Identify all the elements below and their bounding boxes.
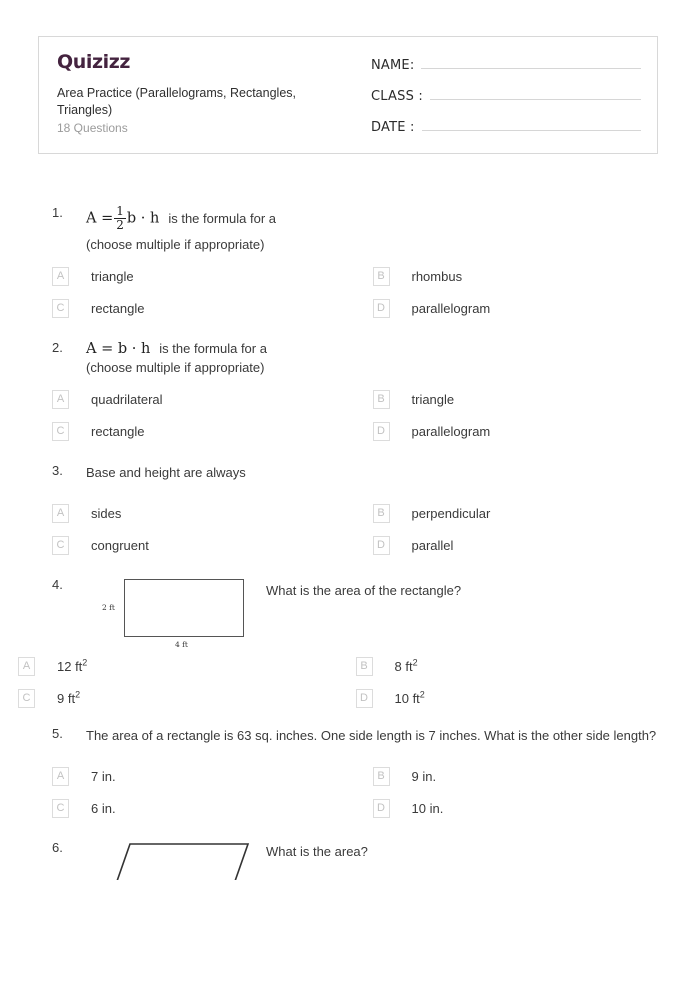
question-2-options [52, 390, 665, 441]
fraction-denominator: 2 [116, 217, 124, 232]
option-1d[interactable] [359, 299, 666, 318]
option-1a[interactable] [52, 267, 359, 286]
header-student-fields [361, 37, 657, 153]
option-text: rectangle [91, 424, 145, 440]
formula-tail-expr: b · h [126, 210, 160, 227]
option-5b[interactable] [359, 767, 666, 786]
question-4-options [18, 657, 665, 708]
option-text [395, 689, 425, 708]
option-row [18, 689, 665, 708]
quizizz-logo: Quizizz [57, 51, 131, 73]
question-6-number: 6. [52, 840, 63, 856]
option-3c[interactable] [52, 536, 359, 555]
option-text: 6 in. [91, 801, 116, 817]
option-row [18, 657, 665, 676]
option-letter: C [52, 422, 69, 441]
rectangle-shape [124, 579, 244, 637]
option-letter: B [373, 767, 390, 786]
option-letter: A [18, 657, 35, 676]
option-value: 12 ft [57, 659, 83, 675]
question-2-formula-caption: is the formula for a [159, 341, 267, 357]
option-5c[interactable] [52, 799, 359, 818]
option-row [52, 799, 665, 818]
option-3a[interactable] [52, 504, 359, 523]
option-letter: D [373, 422, 390, 441]
question-1-formula-caption: is the formula for a [168, 210, 276, 226]
date-field-row [371, 116, 641, 135]
parallelogram-figure [72, 840, 258, 880]
option-1b[interactable] [359, 267, 666, 286]
question-6-body [72, 840, 665, 880]
option-4d[interactable] [342, 689, 666, 708]
option-letter: D [373, 299, 390, 318]
question-2-body [56, 340, 665, 441]
option-5d[interactable] [359, 799, 666, 818]
question-1-formula [86, 205, 159, 231]
option-letter: A [52, 267, 69, 286]
question-6 [0, 840, 700, 880]
option-text: triangle [411, 392, 455, 408]
option-text: quadrilateral [91, 392, 163, 408]
option-row [52, 504, 665, 523]
question-6-caption: What is the area? [266, 844, 368, 860]
option-3d[interactable] [359, 536, 666, 555]
question-1 [0, 205, 700, 318]
question-4-body [22, 577, 665, 708]
option-value: 9 ft [57, 691, 76, 707]
option-text [57, 689, 80, 708]
question-1-body [56, 204, 665, 318]
option-exponent: 2 [419, 689, 425, 700]
question-1-options [52, 267, 665, 318]
question-4-caption: What is the area of the rectangle? [266, 583, 462, 599]
question-5-prompt: The area of a rectangle is 63 sq. inches. One side length is 7 inches. What is the other side length? [86, 728, 657, 744]
date-field-input[interactable] [422, 116, 641, 131]
option-text: 7 in. [91, 769, 116, 785]
option-text: rhombus [411, 269, 463, 285]
option-letter: D [373, 536, 390, 555]
class-field-label: CLASS : [371, 89, 423, 104]
option-letter: C [18, 689, 35, 708]
question-4-prompt [72, 577, 665, 655]
option-row [52, 267, 665, 286]
option-text: parallelogram [411, 424, 491, 440]
option-letter: A [52, 767, 69, 786]
option-exponent: 2 [82, 657, 88, 668]
option-text: rectangle [91, 301, 145, 317]
rectangle-height-label: 2 ft [102, 603, 115, 613]
name-field-row [371, 54, 641, 73]
option-text [57, 657, 87, 676]
option-row [52, 422, 665, 441]
question-5-body [56, 726, 665, 818]
question-3-number: 3. [52, 463, 63, 479]
option-letter: D [373, 799, 390, 818]
question-4 [0, 577, 700, 708]
header-left-section [39, 37, 361, 153]
question-1-number: 1. [52, 205, 63, 220]
rectangle-width-label: 4 ft [175, 640, 188, 650]
option-text: triangle [91, 269, 134, 285]
question-4-number: 4. [52, 577, 63, 593]
formula-fraction [114, 205, 126, 231]
option-4c[interactable] [18, 689, 342, 708]
option-2c[interactable] [52, 422, 359, 441]
option-2d[interactable] [359, 422, 666, 441]
question-5-number: 5. [52, 726, 63, 742]
rectangle-figure [72, 577, 258, 655]
option-letter: B [373, 504, 390, 523]
option-text: 9 in. [411, 769, 437, 785]
option-letter: C [52, 536, 69, 555]
question-5 [0, 726, 700, 818]
option-value: 8 ft [394, 659, 413, 675]
question-3-options [52, 504, 665, 555]
class-field-input[interactable] [430, 85, 641, 100]
option-letter: B [356, 657, 373, 676]
option-2a[interactable] [52, 390, 359, 409]
question-6-prompt [72, 840, 665, 880]
option-2b[interactable] [359, 390, 666, 409]
rectangle-figure-wrap [72, 577, 258, 655]
parallelogram-figure-wrap [72, 840, 258, 880]
question-3 [0, 463, 700, 555]
date-field-label: DATE : [371, 120, 415, 135]
option-letter: C [52, 799, 69, 818]
name-field-input[interactable] [421, 54, 641, 69]
question-2 [0, 340, 700, 441]
class-field-row [371, 85, 641, 104]
option-row [52, 536, 665, 555]
question-3-prompt: Base and height are always [86, 465, 246, 481]
option-text: congruent [91, 538, 149, 554]
parallelogram-shape [112, 840, 252, 880]
question-5-options [52, 767, 665, 818]
option-text: parallel [411, 538, 454, 554]
question-2-number: 2. [52, 340, 63, 356]
option-exponent: 2 [412, 657, 418, 668]
option-text: sides [91, 506, 122, 522]
question-1-prompt [86, 205, 665, 231]
option-text [395, 657, 418, 676]
question-3-body [56, 463, 665, 555]
question-2-subtext: (choose multiple if appropriate) [86, 360, 265, 376]
option-letter: B [373, 390, 390, 409]
questions-list [0, 205, 700, 880]
option-exponent: 2 [75, 689, 81, 700]
name-field-label: NAME: [371, 58, 415, 73]
question-2-formula: A = b · h [86, 340, 151, 357]
option-value: 10 ft [394, 691, 420, 707]
option-text: 10 in. [411, 801, 444, 817]
fraction-numerator: 1 [116, 204, 124, 218]
option-4b[interactable] [342, 657, 666, 676]
option-4a[interactable] [18, 657, 342, 676]
option-letter: A [52, 390, 69, 409]
option-3b[interactable] [359, 504, 666, 523]
option-text: perpendicular [411, 506, 491, 522]
option-row [52, 299, 665, 318]
option-1c[interactable] [52, 299, 359, 318]
quiz-title: Area Practice (Parallelograms, Rectangles, Triangles) [57, 86, 296, 117]
question-1-subtext: (choose multiple if appropriate) [86, 237, 265, 253]
worksheet-header-card [38, 36, 658, 154]
option-letter: C [52, 299, 69, 318]
question-2-prompt [86, 340, 665, 358]
option-letter: B [373, 267, 390, 286]
quiz-question-count: 18 Questions [57, 121, 128, 135]
option-row [52, 767, 665, 786]
option-letter: A [52, 504, 69, 523]
option-letter: D [356, 689, 373, 708]
option-5a[interactable] [52, 767, 359, 786]
option-text: parallelogram [411, 301, 491, 317]
option-row [52, 390, 665, 409]
formula-lead: A = [86, 210, 114, 227]
